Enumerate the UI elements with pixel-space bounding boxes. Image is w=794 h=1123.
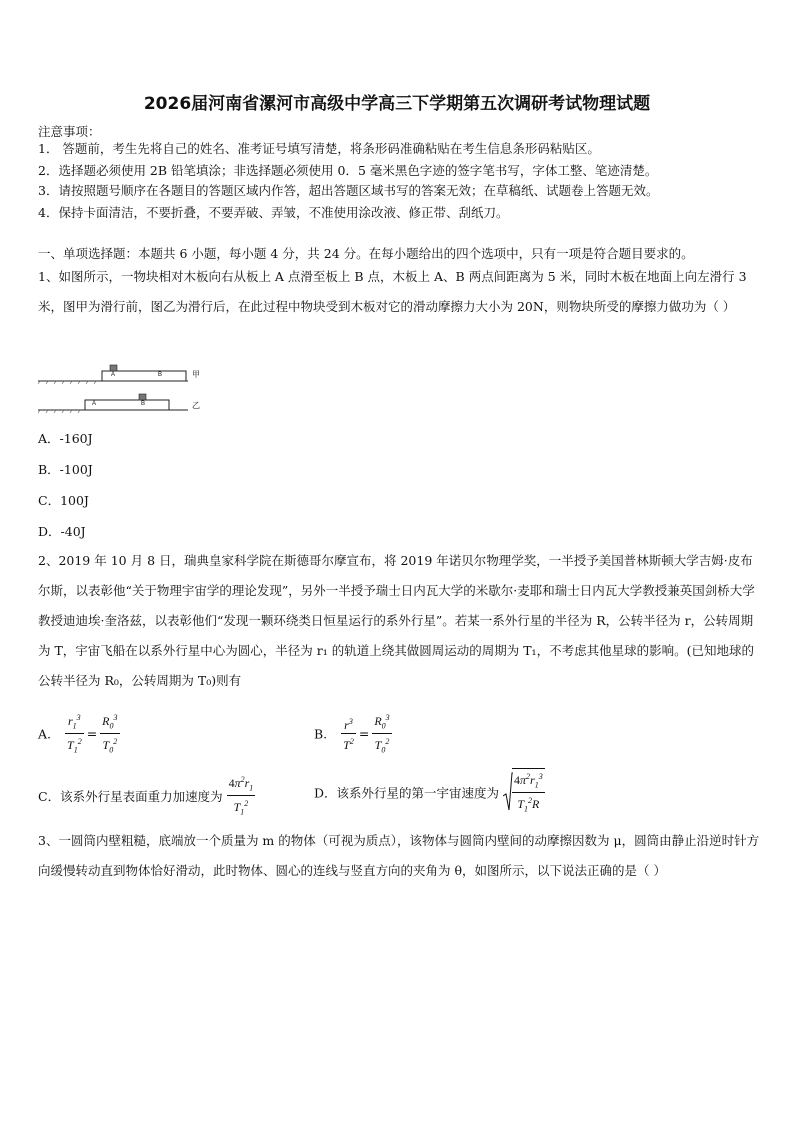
formula-c: $\frac{4\pi^2r_1}{T_1^2}$ xyxy=(227,772,256,820)
question-2-option-b: B. $\frac{r^3}{T^2}$ = $\frac{R_0^3}{T_0^2}$ xyxy=(314,710,392,758)
section-heading: 一、单项选择题：本题共 6 小题，每小题 4 分，共 24 分。在每小题给出的四个选项中，只有一项是符合题目要求的。 xyxy=(38,246,694,261)
diagram-label-jia: 甲 xyxy=(192,370,200,379)
board-yi xyxy=(85,400,169,410)
option-c-text: C．该系外行星表面重力加速度为 xyxy=(38,788,223,804)
question-1-option-a: A．-160J xyxy=(38,431,93,446)
question-2-option-a: A. $\frac{r_1^3}{T_1^2}$ = $\frac{R_0^3}{T_0^2}$ xyxy=(38,710,120,758)
question-1-option-c: C．100J xyxy=(38,493,89,508)
question-1-diagram xyxy=(38,364,213,416)
block-jia xyxy=(110,365,117,371)
question-2-option-d xyxy=(314,768,545,817)
question-1-option-d: D．-40J xyxy=(38,524,86,539)
diagram-label-b-yi: B xyxy=(141,401,146,407)
notice-item-2: 2．选择题必须使用 2B 铅笔填涂；非选择题必须使用 0．5 毫米黑色字迹的签字笔书写，字体工整、笔迹清楚。 xyxy=(38,163,658,178)
diagram-label-yi: 乙 xyxy=(192,401,200,410)
option-a-label: A. xyxy=(38,726,52,742)
notice-item-4: 4．保持卡面清洁，不要折叠，不要弄破、弄皱，不准使用涂改液、修正带、刮纸刀。 xyxy=(38,205,509,220)
notice-item-3: 3．请按照题号顺序在各题目的答题区域内作答，超出答题区域书写的答案无效；在草稿纸、试题卷上答题无效。 xyxy=(38,183,659,198)
diagram-label-b-jia: B xyxy=(158,372,163,378)
question-2-text: 2、2019 年 10 月 8 日，瑞典皇家科学院在斯德哥尔摩宣布，将 2019 年诺贝尔物理学奖，一半授予美国普林斯顿大学吉姆·皮布尔斯，以表彰他“关于物理宇宙学的理论发现”，另外一半授予瑞士日内瓦大学的米歇尔·麦耶和瑞士日内瓦大学教授兼英国剑桥大学教授迪迪埃·奎洛兹，以表彰他们“发现一颗环绕类日恒星运行的系外行星”。若某一系外行星的半径为 R，公转半径为 r，公转周期为 T，宇宙飞船在以系外行星中心为圆心，半径为 r₁ 的轨道上绕其做圆周运动的周期为 T₁，不考虑其他星球的影响。(已知地球的公转半径为 R₀，公转周期为 T₀)则有 xyxy=(38,553,755,688)
question-1-option-b: B．-100J xyxy=(38,462,93,477)
formula-a-right: $\frac{R_0^3}{T_0^2}$ xyxy=(100,710,119,758)
notice-heading: 注意事项： xyxy=(38,124,101,139)
formula-b-left: $\frac{r^3}{T^2}$ xyxy=(341,714,356,753)
question-2-option-c xyxy=(38,772,255,820)
page-title: 2026届河南省漯河市高级中学高三下学期第五次调研考试物理试题 xyxy=(143,94,651,114)
block-yi xyxy=(139,394,146,400)
notice-item-1: 1． 答题前，考生先将自己的姓名、准考证号填写清楚，将条形码准确粘贴在考生信息条形码粘贴区。 xyxy=(38,141,600,156)
question-3-text: 3、一圆筒内壁粗糙，底端放一个质量为 m 的物体（可视为质点），该物体与圆筒内壁间的动摩擦因数为 μ，圆筒由静止沿逆时针方向缓慢转动直到物体恰好滑动，此时物体、圆心的连线与竖直方向的夹角为 θ，如图所示，以下说法正确的是（ ） xyxy=(38,833,760,878)
option-d-text: D．该系外行星的第一宇宙速度为 xyxy=(314,785,500,801)
question-1-text: 1、如图所示，一物块相对木板向右从板上 A 点滑至板上 B 点，木板上 A、B 两点间距离为 5 米，同时木板在地面上向左滑行 3 米，图甲为滑行前，图乙为滑行后，在此过程中物块受到木板对它的滑动摩擦力大小为 20N，则物块所受的摩擦力做功为（ ） xyxy=(38,269,747,314)
formula-a-left: $\frac{r_1^3}{T_1^2}$ xyxy=(65,710,84,758)
diagram-label-a-jia: A xyxy=(111,372,116,378)
formula-b-right: $\frac{R_0^3}{T_0^2}$ xyxy=(372,710,391,758)
option-b-label: B. xyxy=(314,726,328,742)
diagram-label-a-yi: A xyxy=(92,401,97,407)
formula-d-sqrt: $\frac{4\pi^2r_1^3}{T_1^2R}$ xyxy=(503,768,545,817)
